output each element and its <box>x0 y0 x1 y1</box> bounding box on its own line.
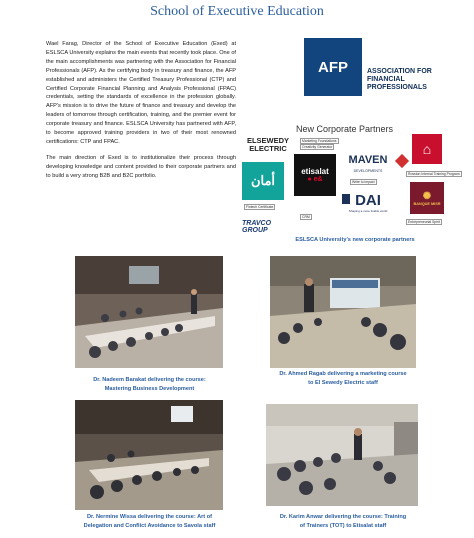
photo-karim-anwar <box>266 404 418 506</box>
photo-ahmed-ragab <box>270 256 416 368</box>
maven-text: MAVEN <box>348 154 388 166</box>
afp-name <box>367 68 467 92</box>
photo-4-image <box>266 404 418 506</box>
afp-logo-text: AFP <box>318 58 348 76</box>
photo-4-caption-line-2: of Trainers (TOT) to Etisalat staff <box>299 522 387 529</box>
photo-nermine-wissa <box>75 400 223 510</box>
photo-2-caption <box>258 370 428 387</box>
aman-logo: أمان <box>242 162 284 200</box>
photo-2-caption-line-1: Dr. Ahmed Ragab delivering a marketing course <box>279 371 407 377</box>
photo-nadeem-barakat <box>75 256 223 368</box>
partners-caption: ESLSCA University's new corporate partners <box>295 237 415 243</box>
intro-paragraph-1: Wael Farag, Director of the School of Executive Education (Exed) at ESLSCA University explains the main events that recently took place. One of the main accomplishments was partnering with the Association for Financial Professionals (AFP). As the certifying body in treasury and finance, the AFP established and administers the Certified Treasury Professional (CTP) and Certified Corporate Financial Planning and Analysis Professional (FPAC) credentials, setting the standards of excellence in the profession globally. AFP's mission is to drive the future of finance and treasury and develop the leaders of tomorrow through certification, training, and the premier event for corporate treasury and finance. ESLSCA University has partnered with AFP, to become approved training providers in two of their most renowned certifications: CTP and FPAC. <box>46 41 236 145</box>
photo-4-caption <box>258 513 428 530</box>
dai-sub: Shaping a more livable world <box>348 208 388 213</box>
banque-misr-logo <box>410 182 444 214</box>
dai-text: DAI <box>355 191 381 209</box>
elsewedy-line-2: ELECTRIC <box>249 144 287 153</box>
tag-write: Write to impact <box>352 180 375 184</box>
photo-2-caption-line-2: to El Sewedy Electric staff <box>308 379 378 386</box>
tag-marketing: Marketing Foundations <box>302 139 337 143</box>
red-building-icon: ⌂ <box>412 134 442 164</box>
tag-crm: CRM <box>302 215 310 219</box>
photo-1-caption-line-2: Mastering Business Development <box>104 385 195 392</box>
intro-text <box>46 40 236 188</box>
partners-title: New Corporate Partners <box>296 124 394 134</box>
photo-3-caption-line-2: Delegation and Conflict Avoidance to Savola staff <box>83 522 216 529</box>
rosston-diamond <box>395 154 409 168</box>
afp-logo <box>304 38 362 96</box>
photo-2-image <box>270 256 416 368</box>
dai-mark-icon <box>342 194 350 204</box>
elsewedy-line-1: ELSEWEDY <box>246 136 290 145</box>
partners-collage <box>240 134 460 238</box>
afp-name-line-2: FINANCIAL <box>367 76 405 83</box>
photo-1-caption-line-1: Dr. Nadeem Barakat delivering the course: <box>93 377 206 383</box>
page-title: School of Executive Education <box>150 4 324 19</box>
afp-name-line-3: PROFESSIONALS <box>367 84 427 91</box>
maven-logo <box>340 156 396 176</box>
afp-name-line-1: ASSOCIATION FOR <box>367 68 432 75</box>
photo-1-caption <box>62 376 237 393</box>
tag-fintech: Fintech Certificate <box>246 205 274 209</box>
photo-1-image <box>75 256 223 368</box>
photo-3-caption <box>62 513 237 530</box>
tag-rosston: Rosston Internal Training Program <box>408 172 460 176</box>
photo-3-image <box>75 400 223 510</box>
intro-paragraph-2: The main direction of Exed is to institutionalize their process through developing knowledge and content provided to their corporate partners and to build a very strong B2B and B2C portfolio. <box>46 154 236 179</box>
etisalat-mark: ● e& <box>307 176 323 183</box>
tag-entrepreneurial: Entrepreneurial Spirit <box>408 220 440 224</box>
maven-sub: DEVELOPMENTS <box>353 169 383 173</box>
tag-creativity: Creativity Generator <box>302 145 333 149</box>
elsewedy-logo <box>242 134 294 156</box>
photo-4-caption-line-1: Dr. Karim Anwar delivering the course: Training <box>279 514 407 520</box>
photo-3-caption-line-1: Dr. Nermine Wissa delivering the course: Art of <box>86 514 212 520</box>
travco-logo: TRAVCO GROUP <box>242 220 272 234</box>
etisalat-logo <box>294 154 336 196</box>
etisalat-text: etisalat <box>301 167 329 176</box>
banque-misr-emblem-icon: ✺ <box>422 190 432 202</box>
banque-misr-text: BANQUE MISR <box>413 201 441 206</box>
